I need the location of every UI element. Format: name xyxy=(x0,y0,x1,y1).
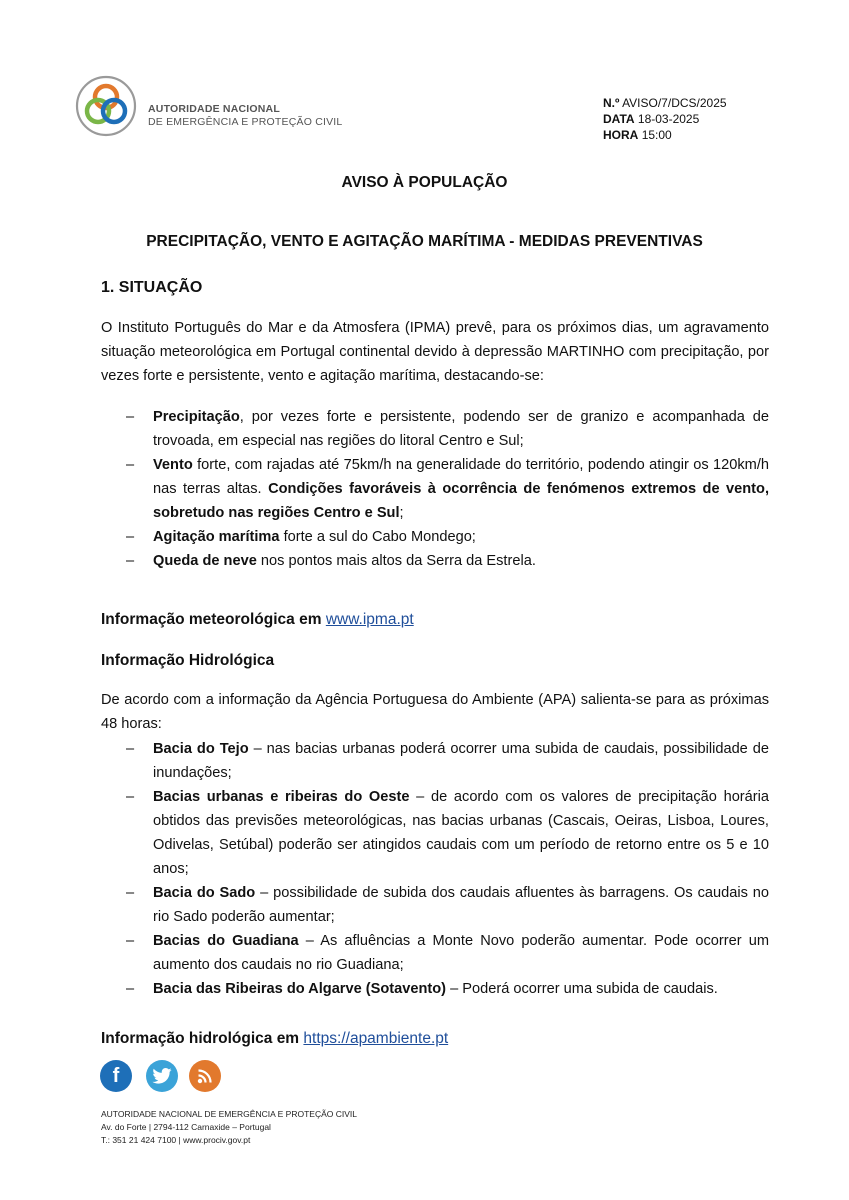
footer-org: AUTORIDADE NACIONAL DE EMERGÊNCIA E PROTEÇÃO CIVIL xyxy=(101,1109,357,1119)
footer-contact: T.: 351 21 424 7100 | www.prociv.gov.pt xyxy=(101,1135,251,1145)
list-item: – Bacia do Sado – possibilidade de subida dos caudais afluentes às barragens. Os caudais no rio Sado poderão aumentar; xyxy=(126,885,770,925)
page-subtitle: PRECIPITAÇÃO, VENTO E AGITAÇÃO MARÍTIMA - MEDIDAS PREVENTIVAS xyxy=(146,233,703,250)
hydro-heading: Informação Hidrológica xyxy=(101,652,275,669)
org-name-line1: AUTORIDADE NACIONAL xyxy=(148,103,280,115)
facebook-icon[interactable]: f xyxy=(100,1060,132,1092)
list-item: – Bacias urbanas e ribeiras do Oeste – de acordo com os valores de precipitação horária obtidos das previsões meteorológicas, nas bacias urbanas (Cascais, Oeiras, Lisboa, Loures, Odivelas, Setúbal) poderão ser atingidos caudais com um período de retorno entre os 5 e 10 anos; xyxy=(126,789,770,877)
page-title: AVISO À POPULAÇÃO xyxy=(341,174,508,191)
twitter-icon[interactable] xyxy=(146,1060,178,1092)
document-time: HORA 15:00 xyxy=(603,128,672,142)
hydro-list xyxy=(101,737,769,1001)
reference-number: N.º AVISO/7/DCS/2025 xyxy=(603,96,727,110)
list-item: – Vento forte, com rajadas até 75km/h na generalidade do território, podendo atingir os 120km/h nas terras altas. Condições favoráveis à ocorrência de fenómenos extremos de vento, sobretudo nas regiões Centro e Sul; xyxy=(126,457,769,521)
meteo-info-line: Informação meteorológica em www.ipma.pt xyxy=(101,611,414,628)
hydro-info-line: Informação hidrológica em https://apambiente.pt xyxy=(101,1030,449,1047)
document-meta xyxy=(603,95,727,143)
situation-intro: O Instituto Português do Mar e da Atmosfera (IPMA) prevê, para os próximos dias, um agravamento situação meteorológica em Portugal continental devido à depressão MARTINHO com precipitação, por vezes forte e persistente, vento e agitação marítima, destacando-se: xyxy=(101,320,769,384)
list-item: – Bacia das Ribeiras do Algarve (Sotavento) – Poderá ocorrer uma subida de caudais. xyxy=(126,981,718,997)
twitter-bird-icon xyxy=(152,1068,172,1084)
list-item: – Bacia do Tejo – nas bacias urbanas poderá ocorrer uma subida de caudais, possibilidade de inundações; xyxy=(126,741,769,781)
org-name-line2: DE EMERGÊNCIA E PROTEÇÃO CIVIL xyxy=(148,116,343,128)
apambiente-link[interactable]: https://apambiente.pt xyxy=(303,1030,449,1047)
list-item: – Precipitação, por vezes forte e persistente, podendo ser de granizo e acompanhada de trovoada, em especial nas regiões do litoral Centro e Sul; xyxy=(126,409,769,449)
list-item: – Bacias do Guadiana – As afluências a Monte Novo poderão aumentar. Pode ocorrer um aumento dos caudais no rio Guadiana; xyxy=(126,933,770,973)
footer-address: Av. do Forte | 2794-112 Carnaxide – Portugal xyxy=(101,1122,271,1132)
situation-list xyxy=(101,405,769,573)
anepc-logo xyxy=(74,74,138,138)
rss-icon[interactable] xyxy=(189,1060,221,1092)
list-item: – Agitação marítima forte a sul do Cabo Mondego; xyxy=(126,529,476,545)
page-footer xyxy=(101,1108,357,1147)
document-date: DATA 18-03-2025 xyxy=(603,112,700,126)
list-item: – Queda de neve nos pontos mais altos da Serra da Estrela. xyxy=(126,553,536,569)
ipma-link[interactable]: www.ipma.pt xyxy=(325,611,414,628)
org-name xyxy=(148,103,342,129)
rss-feed-icon xyxy=(196,1067,214,1085)
section-heading-situation: 1. SITUAÇÃO xyxy=(101,279,203,296)
hydro-intro: De acordo com a informação da Agência Portuguesa do Ambiente (APA) salienta-se para as próximas 48 horas: xyxy=(101,692,769,732)
